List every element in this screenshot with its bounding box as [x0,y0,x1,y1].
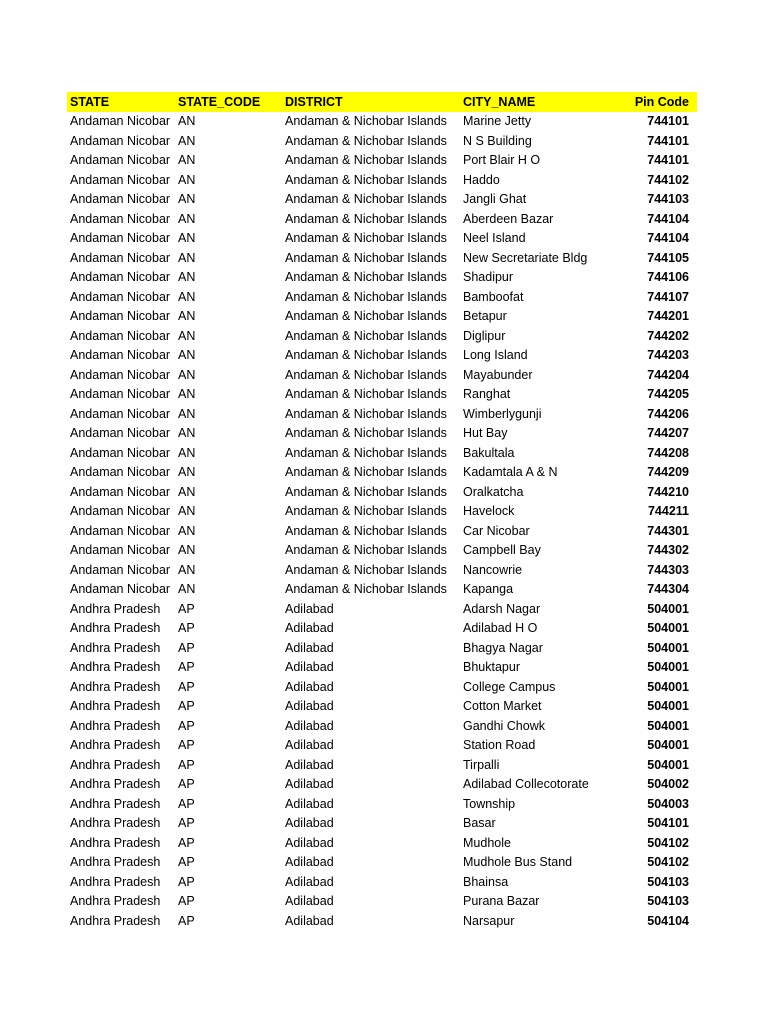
cell-city-name: Gandhi Chowk [463,718,545,733]
cell-district: Adilabad [285,757,334,772]
cell-district: Andaman & Nichobar Islands [285,387,447,401]
cell-pin-code: 744204 [647,367,689,382]
cell-pin-code: 504001 [647,757,689,772]
cell-state: Andaman Nicobar [70,153,171,167]
cell-district: Andaman & Nichobar Islands [285,172,447,187]
pincode-table [67,92,697,931]
cell-state: Andaman Nicobar [70,426,171,440]
cell-state-code: AN [178,211,196,226]
cell-state: Andaman Nicobar [70,114,171,128]
cell-state: Andhra Pradesh [70,855,161,869]
cell-state: Andaman Nicobar [70,562,171,577]
cell-city-name: Neel Island [463,231,526,245]
table-row [67,307,697,327]
header-pin-code: Pin Code [595,92,697,112]
cell-city-name: Long Island [463,348,528,362]
cell-pin-code: 504001 [647,660,689,674]
cell-state-code: AN [178,387,196,401]
cell-pin-code: 744303 [647,562,689,577]
cell-district: Andaman & Nichobar Islands [285,250,447,265]
table-row [67,483,697,503]
table-row [67,736,697,756]
cell-state-code: AN [178,172,196,187]
cell-city-name: Betapur [463,309,507,323]
table-row [67,327,697,347]
cell-state-code: AP [178,601,195,616]
cell-district: Adilabad [285,699,334,713]
cell-pin-code: 744106 [647,270,689,284]
cell-city-name: N S Building [463,133,532,148]
cell-state: Andhra Pradesh [70,738,161,752]
cell-pin-code: 744302 [647,543,689,557]
cell-state-code: AP [178,660,195,674]
table-row [67,639,697,659]
table-row [67,756,697,776]
cell-pin-code: 504002 [647,777,689,791]
cell-pin-code: 744103 [647,192,689,206]
cell-pin-code: 744107 [647,289,689,304]
cell-state: Andaman Nicobar [70,270,171,284]
cell-pin-code: 744208 [647,445,689,460]
cell-city-name: Car Nicobar [463,523,530,538]
table-row [67,444,697,464]
table-row [67,132,697,152]
cell-district: Adilabad [285,874,334,889]
cell-district: Andaman & Nichobar Islands [285,504,447,518]
cell-state: Andaman Nicobar [70,504,171,518]
table-row [67,112,697,132]
cell-state-code: AN [178,426,196,440]
table-row [67,600,697,620]
cell-state-code: AP [178,835,195,850]
cell-state: Andaman Nicobar [70,406,171,421]
cell-state-code: AN [178,445,196,460]
table-row [67,171,697,191]
cell-state-code: AP [178,796,195,811]
cell-district: Andaman & Nichobar Islands [285,426,447,440]
cell-district: Adilabad [285,835,334,850]
cell-state: Andaman Nicobar [70,348,171,362]
cell-pin-code: 504101 [647,816,689,830]
cell-district: Andaman & Nichobar Islands [285,289,447,304]
cell-city-name: Shadipur [463,270,514,284]
cell-city-name: Mudhole [463,835,511,850]
cell-district: Andaman & Nichobar Islands [285,153,447,167]
table-row [67,541,697,561]
cell-state-code: AN [178,582,196,596]
cell-state: Andaman Nicobar [70,523,171,538]
cell-district: Adilabad [285,601,334,616]
cell-district: Andaman & Nichobar Islands [285,582,447,596]
cell-pin-code: 504102 [647,835,689,850]
cell-state: Andhra Pradesh [70,621,161,635]
cell-city-name: Mudhole Bus Stand [463,855,573,869]
cell-district: Adilabad [285,894,334,908]
cell-city-name: Basar [463,816,496,830]
cell-state: Andhra Pradesh [70,757,161,772]
cell-city-name: Bhagya Nagar [463,640,543,655]
cell-state-code: AN [178,523,196,538]
cell-state-code: AP [178,738,195,752]
cell-city-name: College Campus [463,679,556,694]
cell-pin-code: 504001 [647,621,689,635]
table-row [67,151,697,171]
cell-city-name: Oralkatcha [463,484,524,499]
cell-state: Andaman Nicobar [70,309,171,323]
cell-state: Andaman Nicobar [70,250,171,265]
header-city-name: CITY_NAME [460,92,595,112]
cell-state-code: AN [178,504,196,518]
cell-district: Adilabad [285,816,334,830]
cell-state-code: AP [178,718,195,733]
cell-state-code: AN [178,114,196,128]
table-row [67,580,697,600]
cell-district: Andaman & Nichobar Islands [285,406,447,421]
cell-state: Andhra Pradesh [70,679,161,694]
table-row [67,892,697,912]
cell-state-code: AN [178,250,196,265]
cell-state: Andhra Pradesh [70,777,161,791]
cell-state-code: AP [178,640,195,655]
cell-pin-code: 744202 [647,328,689,343]
table-row [67,385,697,405]
cell-pin-code: 744205 [647,387,689,401]
cell-state-code: AP [178,699,195,713]
cell-city-name: Haddo [463,172,500,187]
cell-city-name: Adarsh Nagar [463,601,541,616]
cell-state-code: AP [178,621,195,635]
cell-pin-code: 744207 [647,426,689,440]
cell-state-code: AN [178,543,196,557]
table-row [67,366,697,386]
table-row [67,619,697,639]
cell-district: Andaman & Nichobar Islands [285,543,447,557]
cell-pin-code: 744304 [647,582,689,596]
cell-pin-code: 744209 [647,465,689,479]
table-row [67,912,697,932]
cell-pin-code: 744210 [647,484,689,499]
cell-state: Andaman Nicobar [70,192,171,206]
table-row [67,561,697,581]
cell-pin-code: 504104 [647,913,689,928]
cell-district: Andaman & Nichobar Islands [285,211,447,226]
table-row [67,502,697,522]
table-row [67,405,697,425]
cell-pin-code: 744206 [647,406,689,421]
cell-state: Andhra Pradesh [70,874,161,889]
cell-city-name: Kapanga [463,582,514,596]
cell-state: Andaman Nicobar [70,387,171,401]
table-row [67,697,697,717]
cell-pin-code: 504001 [647,738,689,752]
cell-district: Adilabad [285,855,334,869]
cell-state: Andhra Pradesh [70,718,161,733]
cell-state: Andaman Nicobar [70,367,171,382]
cell-state-code: AP [178,757,195,772]
cell-pin-code: 744102 [647,172,689,187]
table-row [67,775,697,795]
cell-pin-code: 744201 [647,309,689,323]
cell-district: Andaman & Nichobar Islands [285,445,447,460]
cell-district: Andaman & Nichobar Islands [285,523,447,538]
cell-city-name: Campbell Bay [463,543,541,557]
cell-district: Adilabad [285,621,334,635]
cell-district: Andaman & Nichobar Islands [285,328,447,343]
cell-state-code: AN [178,465,196,479]
table-body [67,112,697,931]
cell-state: Andaman Nicobar [70,328,171,343]
cell-city-name: Bhuktapur [463,660,520,674]
cell-state: Andaman Nicobar [70,289,171,304]
cell-state: Andaman Nicobar [70,445,171,460]
table-row [67,249,697,269]
table-row [67,229,697,249]
cell-city-name: Purana Bazar [463,894,540,908]
cell-state: Andaman Nicobar [70,484,171,499]
table-row [67,717,697,737]
table-row [67,210,697,230]
cell-state-code: AN [178,192,196,206]
cell-district: Adilabad [285,796,334,811]
cell-state: Andaman Nicobar [70,133,171,148]
cell-city-name: Hut Bay [463,426,508,440]
cell-state-code: AN [178,231,196,245]
pincode-sheet [67,92,697,931]
cell-state-code: AN [178,270,196,284]
cell-city-name: Jangli Ghat [463,192,527,206]
cell-city-name: Tirpalli [463,757,500,772]
cell-state-code: AP [178,855,195,869]
cell-city-name: Marine Jetty [463,114,532,128]
table-row [67,346,697,366]
cell-state-code: AN [178,348,196,362]
cell-state-code: AN [178,367,196,382]
cell-state-code: AP [178,913,195,928]
table-row [67,190,697,210]
table-row [67,678,697,698]
table-row [67,288,697,308]
cell-state-code: AN [178,289,196,304]
cell-state: Andaman Nicobar [70,231,171,245]
cell-state: Andhra Pradesh [70,601,161,616]
cell-district: Andaman & Nichobar Islands [285,270,447,284]
cell-state: Andaman Nicobar [70,465,171,479]
cell-city-name: Aberdeen Bazar [463,211,554,226]
cell-state: Andhra Pradesh [70,816,161,830]
cell-city-name: Adilabad H O [463,621,538,635]
cell-state: Andaman Nicobar [70,172,171,187]
header-state-code: STATE_CODE [175,92,282,112]
cell-pin-code: 504001 [647,679,689,694]
cell-city-name: Bamboofat [463,289,524,304]
cell-state-code: AN [178,562,196,577]
cell-city-name: Mayabunder [463,367,533,382]
cell-state: Andhra Pradesh [70,894,161,908]
cell-pin-code: 744211 [647,504,689,518]
cell-city-name: Cotton Market [463,699,542,713]
header-row [67,92,697,112]
table-row [67,268,697,288]
cell-city-name: Nancowrie [463,562,523,577]
cell-pin-code: 744101 [647,114,689,128]
table-row [67,658,697,678]
cell-city-name: Kadamtala A & N [463,465,558,479]
cell-state-code: AP [178,679,195,694]
cell-state: Andaman Nicobar [70,582,171,596]
cell-pin-code: 744105 [647,250,689,265]
cell-district: Andaman & Nichobar Islands [285,133,447,148]
table-row [67,853,697,873]
cell-state-code: AP [178,777,195,791]
cell-district: Adilabad [285,777,334,791]
cell-city-name: New Secretariate Bldg [463,250,588,265]
cell-city-name: Adilabad Collecotorate [463,777,589,791]
table-row [67,873,697,893]
cell-pin-code: 504103 [647,874,689,889]
cell-state-code: AN [178,406,196,421]
cell-district: Andaman & Nichobar Islands [285,348,447,362]
cell-state: Andhra Pradesh [70,796,161,811]
cell-state-code: AN [178,153,196,167]
cell-district: Andaman & Nichobar Islands [285,192,447,206]
cell-city-name: Township [463,796,516,811]
cell-state: Andhra Pradesh [70,660,161,674]
cell-district: Adilabad [285,660,334,674]
cell-pin-code: 744101 [647,153,689,167]
cell-state-code: AN [178,328,196,343]
header-district: DISTRICT [282,92,460,112]
table-row [67,522,697,542]
cell-district: Andaman & Nichobar Islands [285,114,447,128]
cell-city-name: Wimberlygunji [463,406,542,421]
cell-state: Andhra Pradesh [70,913,161,928]
cell-city-name: Havelock [463,504,515,518]
cell-state-code: AP [178,816,195,830]
cell-state: Andhra Pradesh [70,835,161,850]
cell-district: Adilabad [285,640,334,655]
cell-district: Andaman & Nichobar Islands [285,562,447,577]
cell-pin-code: 744101 [647,133,689,148]
cell-district: Andaman & Nichobar Islands [285,309,447,323]
cell-pin-code: 744104 [647,211,689,226]
cell-district: Andaman & Nichobar Islands [285,367,447,382]
cell-pin-code: 504102 [647,855,689,869]
cell-district: Andaman & Nichobar Islands [285,484,447,499]
table-row [67,424,697,444]
cell-pin-code: 504001 [647,718,689,733]
cell-city-name: Diglipur [463,328,506,343]
table-row [67,795,697,815]
table-row [67,814,697,834]
cell-pin-code: 744203 [647,348,689,362]
cell-pin-code: 744104 [647,231,689,245]
cell-state-code: AP [178,894,195,908]
cell-district: Adilabad [285,718,334,733]
cell-district: Adilabad [285,679,334,694]
cell-city-name: Narsapur [463,913,515,928]
cell-pin-code: 504103 [647,894,689,908]
cell-state: Andaman Nicobar [70,543,171,557]
cell-pin-code: 504001 [647,601,689,616]
cell-city-name: Ranghat [463,387,511,401]
cell-state-code: AN [178,484,196,499]
cell-city-name: Bakultala [463,445,515,460]
cell-pin-code: 504003 [647,796,689,811]
cell-state-code: AN [178,133,196,148]
cell-state-code: AP [178,874,195,889]
cell-city-name: Port Blair H O [463,153,541,167]
table-row [67,463,697,483]
cell-district: Andaman & Nichobar Islands [285,231,447,245]
table-header [67,92,697,112]
cell-state: Andhra Pradesh [70,699,161,713]
cell-district: Andaman & Nichobar Islands [285,465,447,479]
cell-pin-code: 744301 [647,523,689,538]
cell-state: Andhra Pradesh [70,640,161,655]
cell-district: Adilabad [285,913,334,928]
header-state: STATE [67,92,175,112]
cell-city-name: Station Road [463,738,536,752]
cell-pin-code: 504001 [647,699,689,713]
table-row [67,834,697,854]
cell-pin-code: 504001 [647,640,689,655]
cell-district: Adilabad [285,738,334,752]
cell-state: Andaman Nicobar [70,211,171,226]
cell-city-name: Bhainsa [463,874,509,889]
cell-state-code: AN [178,309,196,323]
